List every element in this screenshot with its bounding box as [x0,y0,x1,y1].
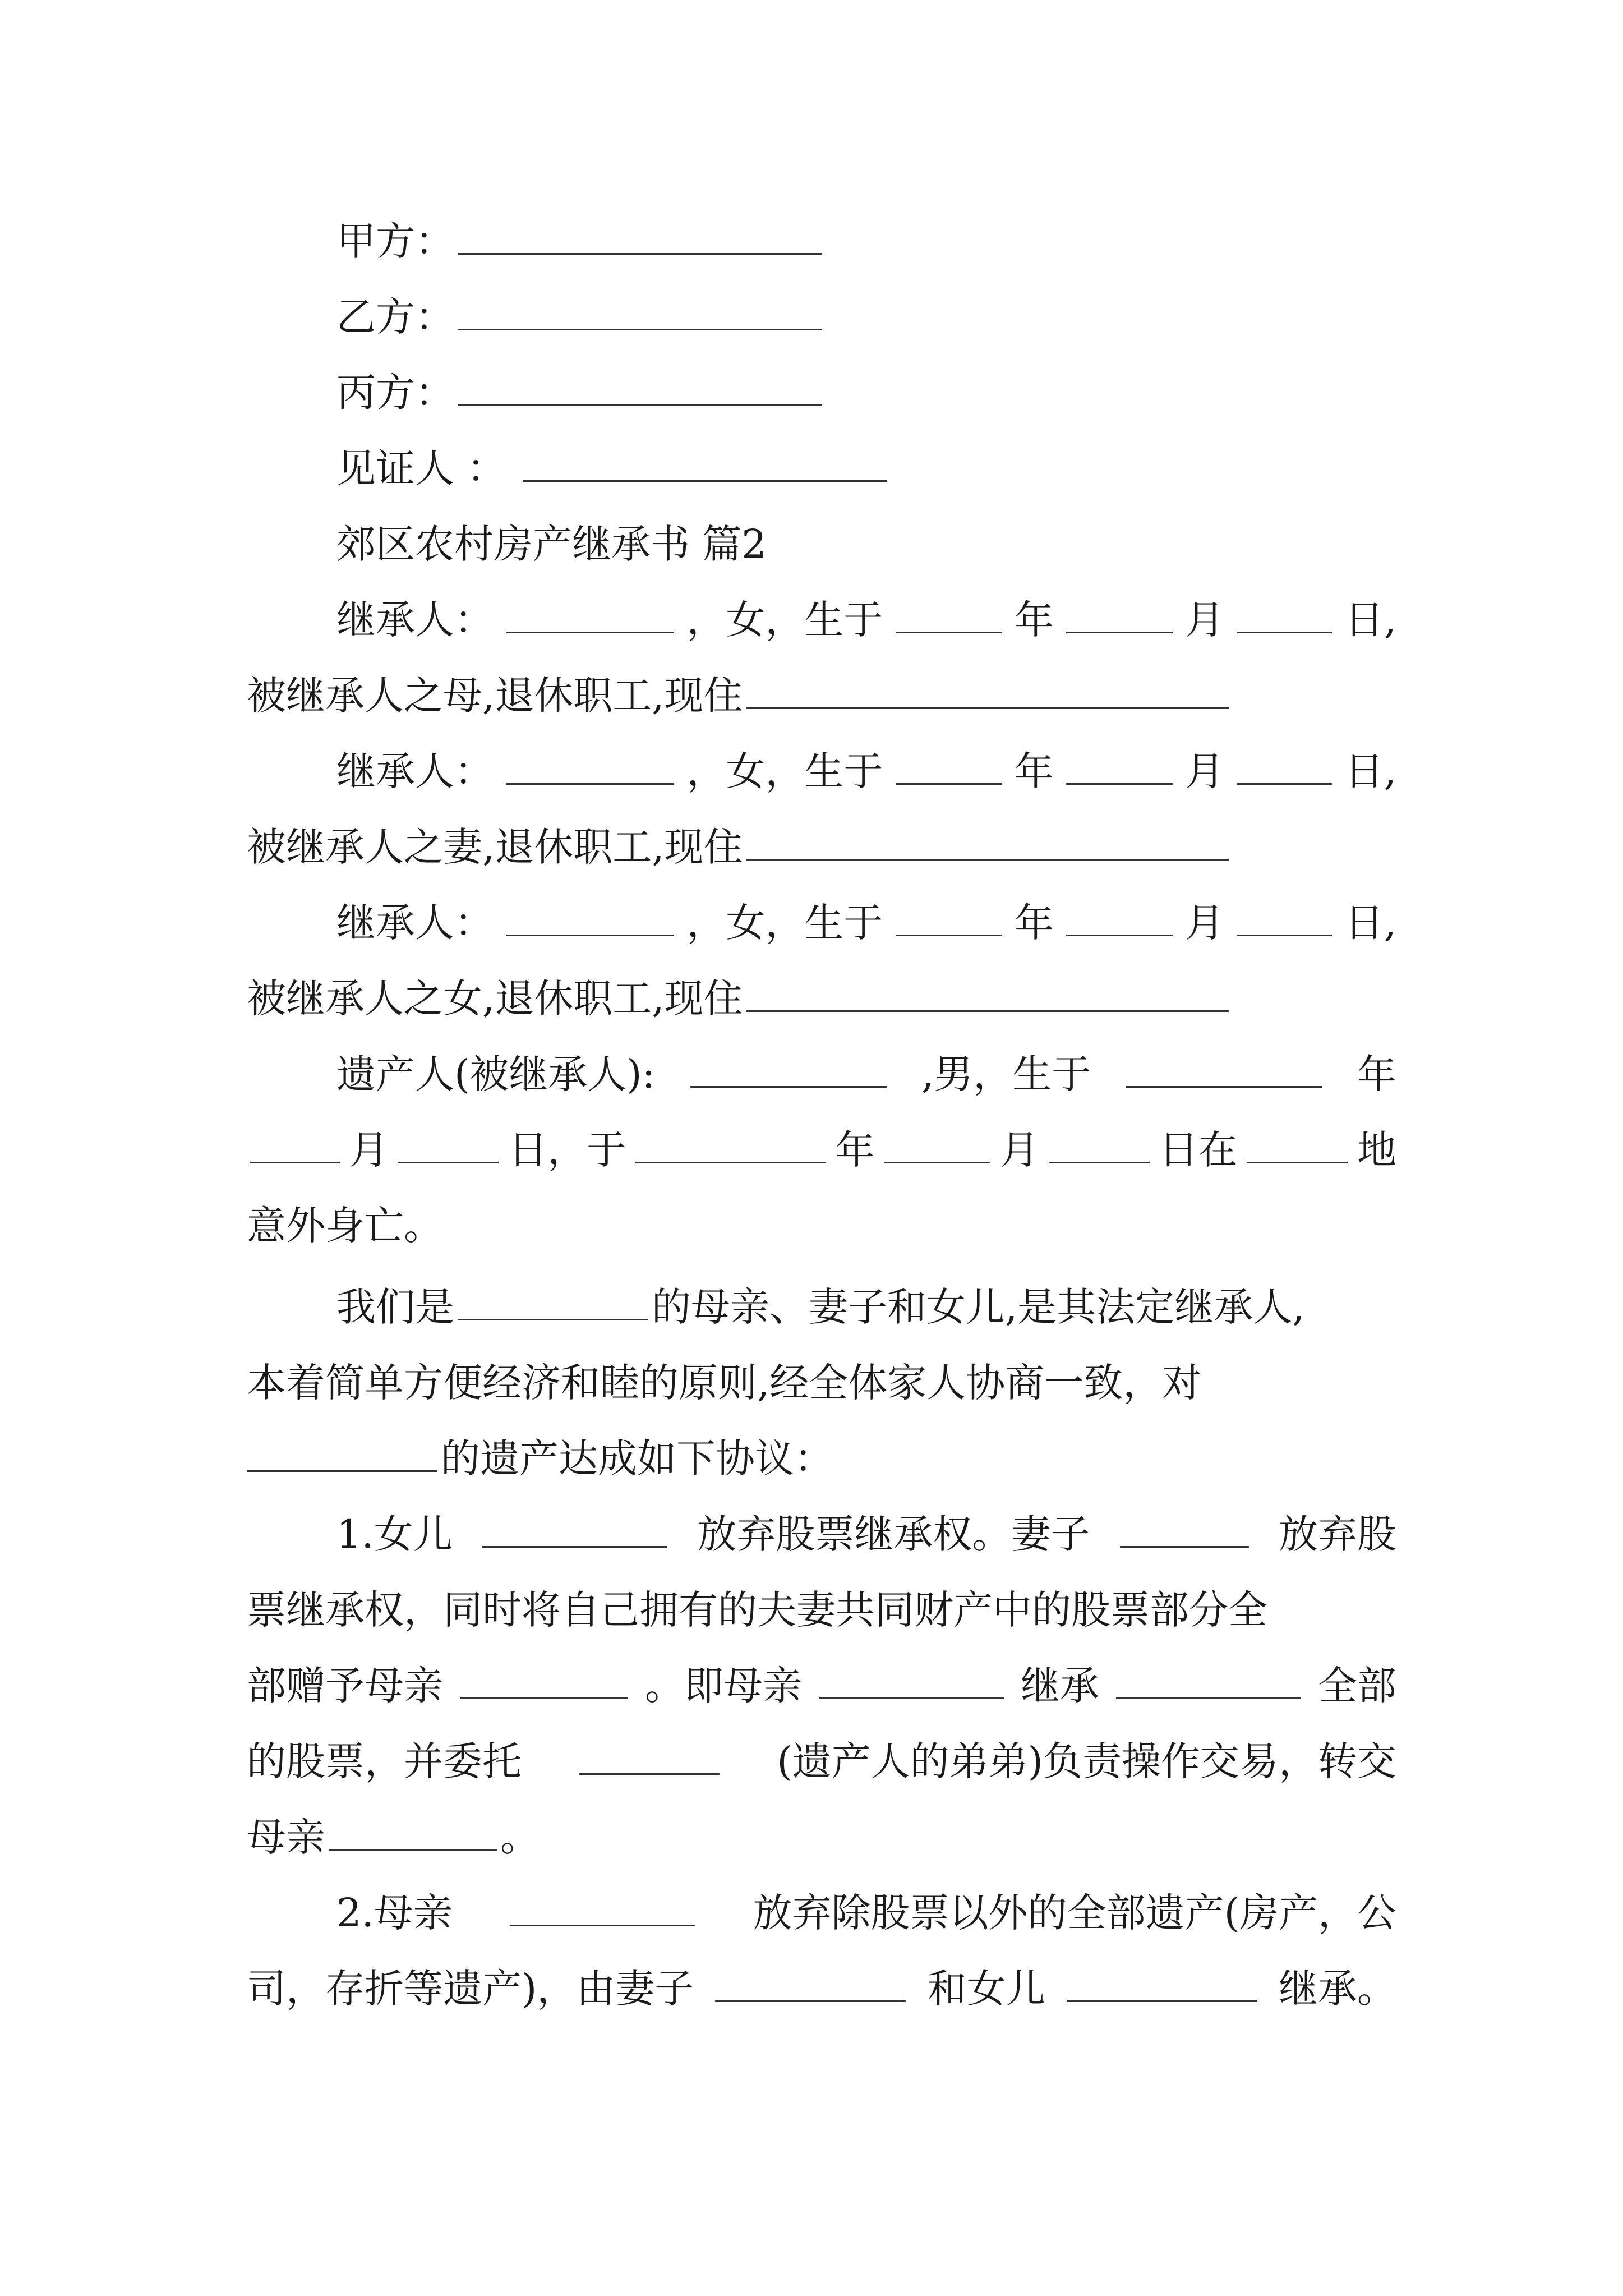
clause-1-mother-blank-2 [819,1658,1004,1699]
decedent-name-blank [690,1047,887,1088]
preamble-line-2: 本着简单方便经济和睦的原则,经全体家人协商一致，对 [247,1360,1202,1406]
party-a-line [336,205,1486,278]
clause-2-daughter-blank [1067,1961,1257,2002]
decedent-label: 遗产人(被继承人): [336,1051,656,1097]
party-a-blank [458,214,822,255]
preamble-decedent-blank [458,1280,648,1320]
decedent-death-year-blank [635,1122,826,1163]
party-b-label: 乙方： [336,294,454,340]
heir-1-name-blank [506,592,674,633]
decedent-birth-day-blank [398,1122,499,1163]
decedent-place-blank [1247,1122,1348,1163]
heir-1-year-blank [896,592,1002,633]
party-c-label: 丙方： [336,370,454,416]
heir-2-sex: ，女，生于 [686,748,883,794]
clause-2-line-2: 司，存折等遗产)，由妻子 和女儿 继承。 [247,1952,1396,2025]
decedent-line-2: 月 日，于 年 月 日在 地 [247,1114,1396,1186]
heir-2-relation: 被继承人之妻,退休职工,现住 [247,824,743,870]
party-a-label: 甲方： [336,218,454,264]
decedent-line-3: 意外身亡。 [247,1203,443,1249]
heir-1-month-blank [1066,592,1173,633]
heir-3-month-blank [1066,895,1173,936]
preamble-line-1: 我们是 的母亲、妻子和女儿,是其法定继承人, [336,1271,1486,1343]
witness-blank [523,441,887,482]
party-b-line [336,280,1486,353]
heir-2-month-blank [1066,744,1173,785]
clause-1-line-3: 部赠予母亲 。即母亲 继承 全部 [247,1649,1396,1722]
heir-3-label: 继承人： [336,900,494,946]
decedent-death-month-blank [884,1122,990,1163]
heir-2-day-blank [1237,744,1332,785]
heir-3-day-blank [1237,895,1332,936]
heir-2-name-blank [506,744,674,785]
heir-3-sex: ，女，生于 [686,900,883,946]
clause-1-number: 1.女儿 [336,1511,453,1557]
heir-2-line-2 [247,811,1396,884]
heir-3-line-2 [247,962,1396,1035]
heir-3-relation: 被继承人之女,退休职工,现住 [247,976,743,1022]
heir-2-line-1: 继承人： ，女，生于 年 月 日, [336,735,1396,808]
heir-1-label: 继承人： [336,597,494,643]
decedent-birth-year-blank [1126,1047,1322,1088]
party-c-blank [458,365,822,406]
party-b-blank [458,289,822,330]
heir-2-address-blank [746,820,1229,861]
clause-2-mother-blank [510,1885,695,1926]
clause-1-decedent-blank [1116,1658,1301,1699]
decedent-death-day-blank [1049,1122,1150,1163]
clause-1-line-5: 母亲 。 [247,1801,1396,1874]
clause-2-wife-blank [715,1961,906,2002]
heir-3-line-1: 继承人： ，女，生于 年 月 日, [336,886,1396,959]
clause-1-mother-blank-3 [329,1810,497,1851]
clause-1-line-1: 1.女儿 放弃股票继承权。妻子 放弃股 [336,1498,1396,1571]
clause-1-mother-blank [460,1658,628,1699]
witness-line [336,432,1486,505]
clause-2-line-1: 2.母亲 放弃除股票以外的全部遗产(房产，公 [336,1876,1396,1949]
clause-1-line-2: 票继承权，同时将自己拥有的夫妻共同财产中的股票部分全 [247,1587,1267,1633]
heir-1-line-1: 继承人： ，女，生于 年 月 日, [336,583,1396,656]
clause-1-brother-blank [579,1734,720,1775]
heir-1-line-2 [247,659,1396,732]
heir-3-year-blank [896,895,1002,936]
heir-3-name-blank [506,895,674,936]
decedent-birth-month-blank [250,1122,340,1163]
heir-1-sex: ，女，生于 [686,597,883,643]
heir-1-address-blank [746,668,1229,709]
heir-1-day-blank [1237,592,1332,633]
section-title: 郊区农村房产继承书 篇2 [336,521,767,567]
witness-label: 见证人 ： [336,445,506,491]
heir-2-label: 继承人： [336,748,494,794]
decedent-line-1: 遗产人(被继承人): ,男，生于 年 [336,1038,1396,1111]
clause-1-daughter-blank [482,1507,667,1548]
clause-2-number: 2.母亲 [336,1890,453,1936]
clause-1-wife-blank [1120,1507,1249,1548]
preamble-line-3: 的遗产达成如下协议： [247,1422,1396,1495]
party-c-line [336,356,1486,429]
heir-1-relation: 被继承人之母,退休职工,现住 [247,673,743,719]
heir-3-address-blank [746,971,1229,1012]
heir-2-year-blank [896,744,1002,785]
clause-1-line-4: 的股票，并委托 (遗产人的弟弟)负责操作交易，转交 [247,1725,1396,1798]
preamble-decedent-blank-2 [247,1431,437,1472]
